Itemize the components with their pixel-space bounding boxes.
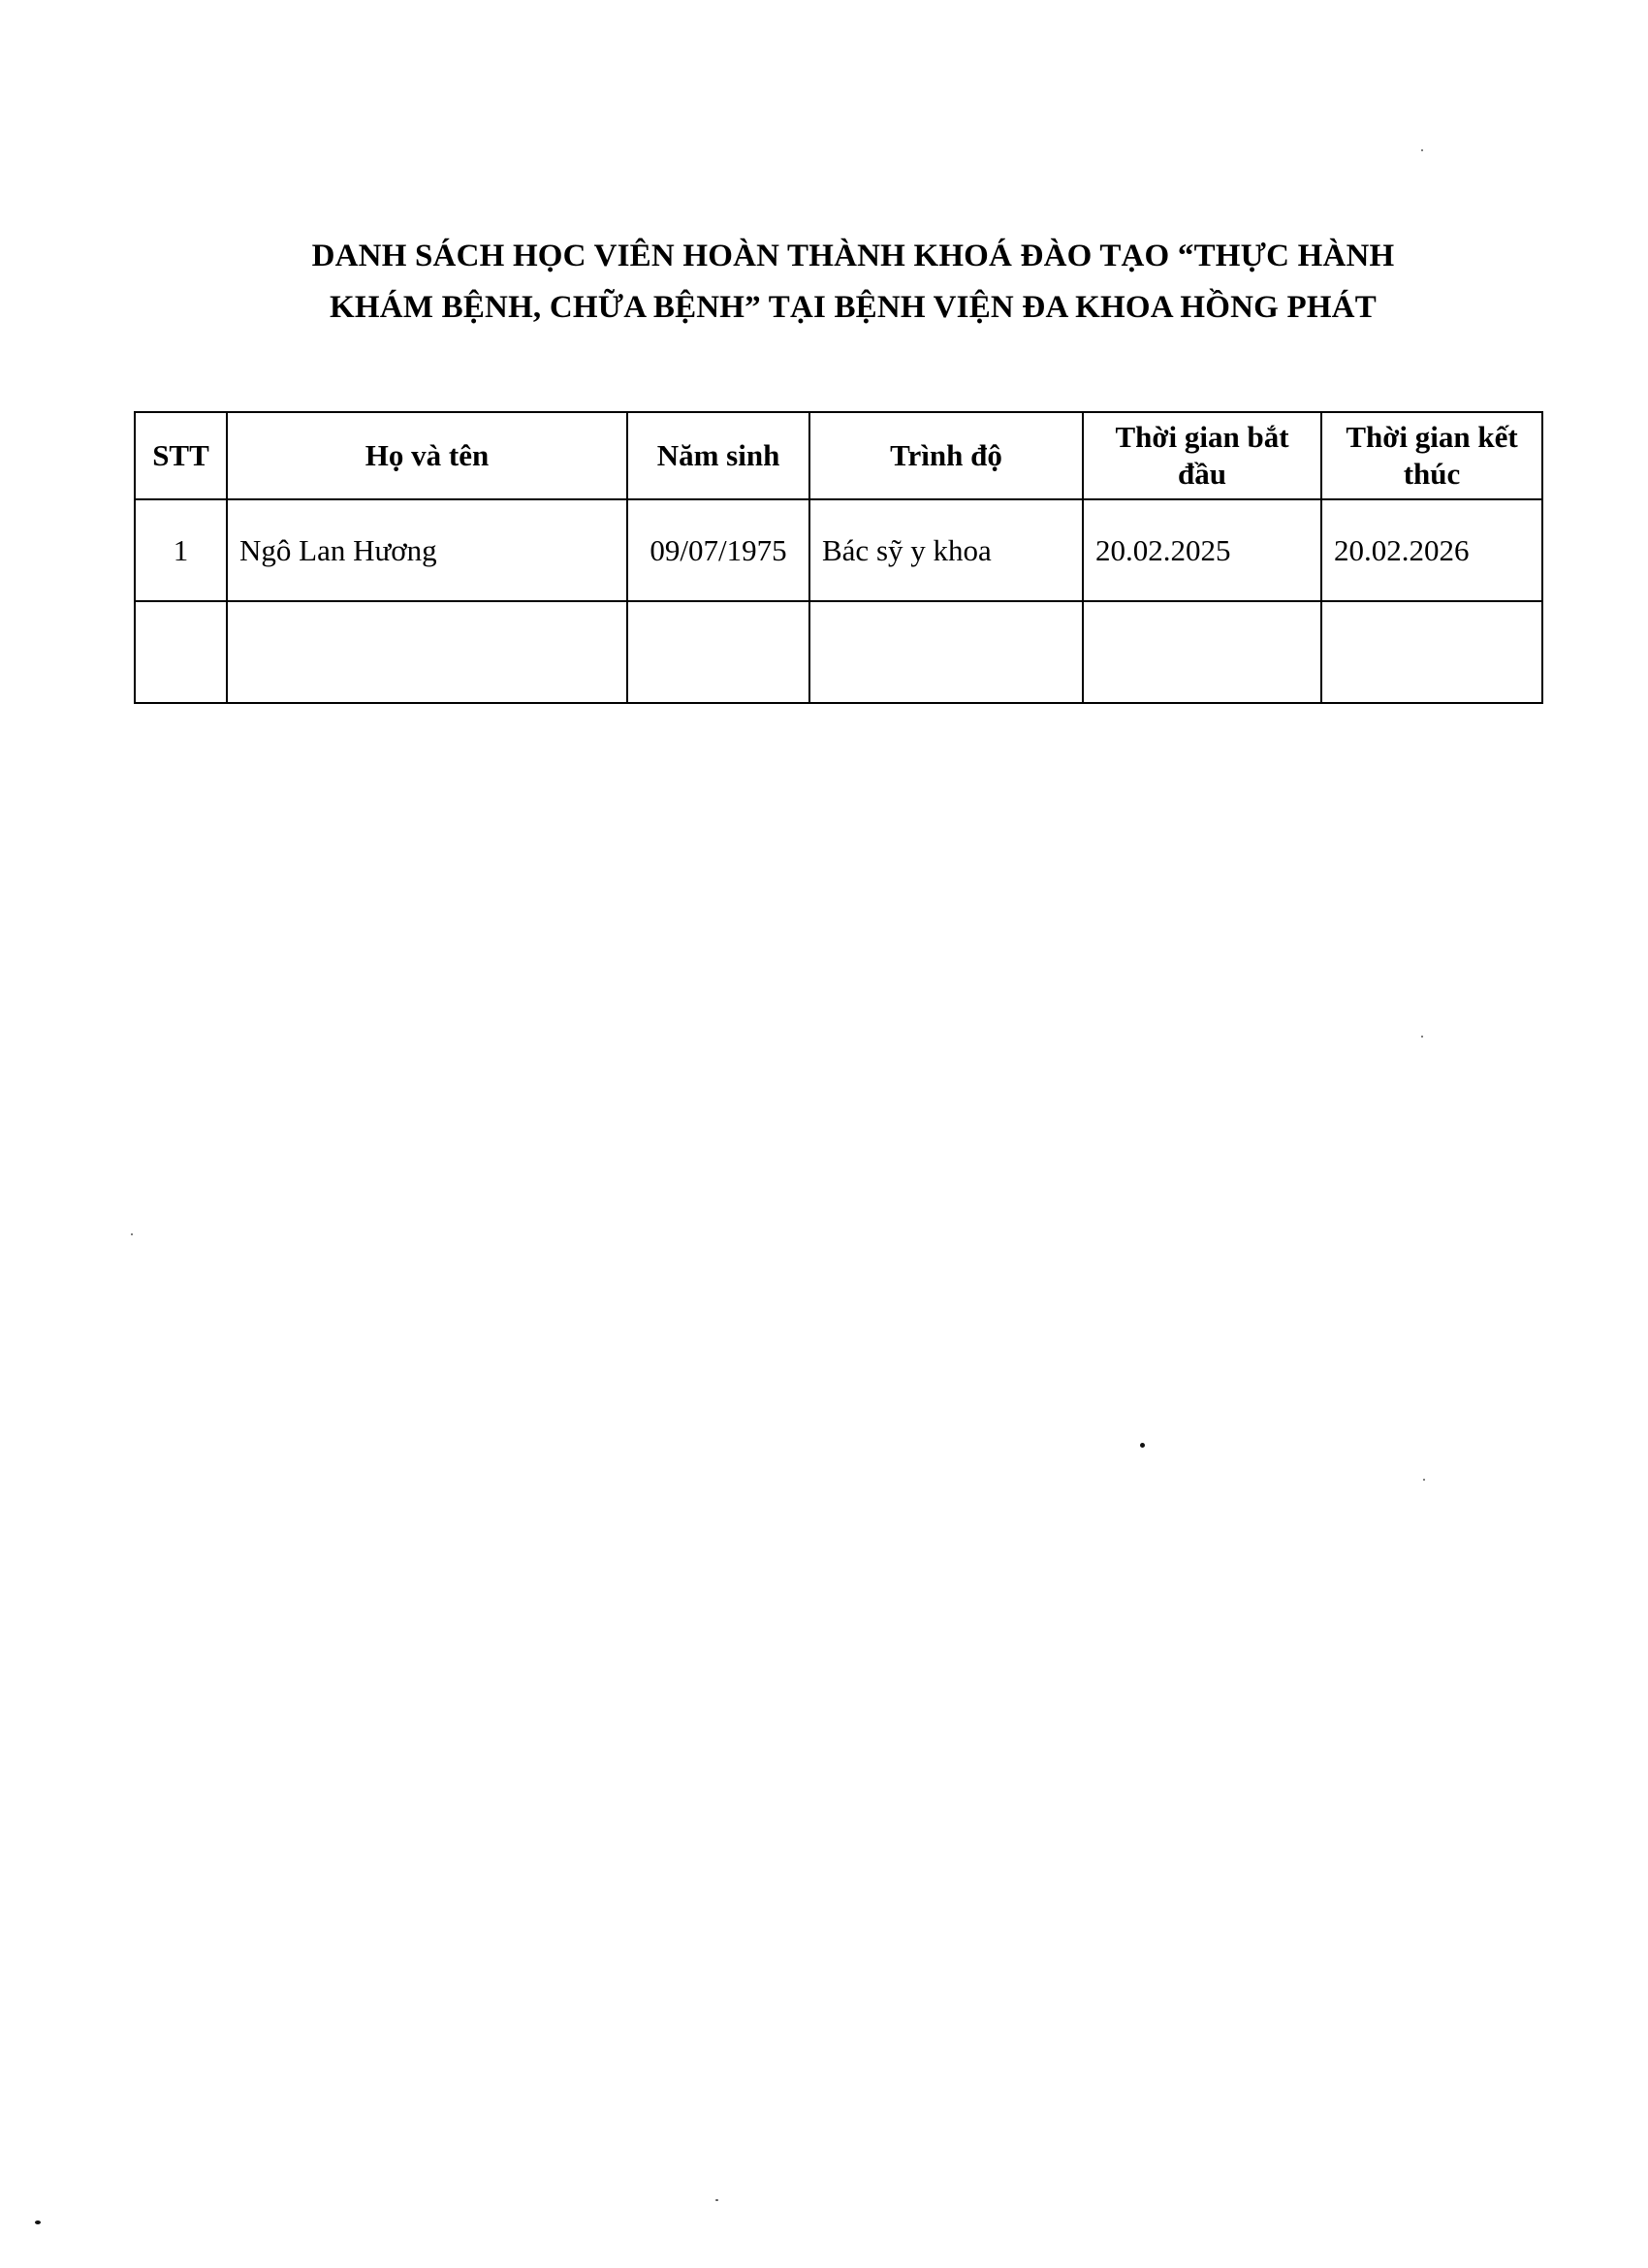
scan-speck xyxy=(1423,1479,1425,1481)
title-line-2: KHÁM BỆNH, CHỮA BỆNH” TẠI BỆNH VIỆN ĐA KHOA HỒNG PHÁT xyxy=(330,290,1377,325)
cell-level xyxy=(809,601,1083,703)
scan-speck xyxy=(35,2220,41,2224)
cell-birth xyxy=(627,601,809,703)
header-level: Trình độ xyxy=(809,412,1083,499)
cell-end: 20.02.2026 xyxy=(1321,499,1542,601)
cell-start: 20.02.2025 xyxy=(1083,499,1321,601)
cell-name xyxy=(227,601,627,703)
cell-stt: 1 xyxy=(135,499,227,601)
cell-end xyxy=(1321,601,1542,703)
title-line-1: DANH SÁCH HỌC VIÊN HOÀN THÀNH KHOÁ ĐÀO TẠO “THỰC HÀNH xyxy=(311,239,1395,273)
header-name: Họ và tên xyxy=(227,412,627,499)
header-birth: Năm sinh xyxy=(627,412,809,499)
trainee-table xyxy=(134,411,1543,704)
cell-level: Bác sỹ y khoa xyxy=(809,499,1083,601)
header-start: Thời gian bắt đầu xyxy=(1083,412,1321,499)
table-header-row xyxy=(135,412,1542,499)
cell-stt xyxy=(135,601,227,703)
header-end: Thời gian kết thúc xyxy=(1321,412,1542,499)
cell-name: Ngô Lan Hương xyxy=(227,499,627,601)
scan-speck xyxy=(715,2199,718,2201)
scan-speck xyxy=(131,1233,133,1235)
scan-speck xyxy=(1421,1036,1423,1038)
scan-speck xyxy=(1140,1443,1145,1448)
table-row xyxy=(135,499,1542,601)
document-title xyxy=(155,231,1551,334)
header-stt: STT xyxy=(135,412,227,499)
cell-start xyxy=(1083,601,1321,703)
scan-speck xyxy=(1421,149,1423,151)
cell-birth: 09/07/1975 xyxy=(627,499,809,601)
table-row xyxy=(135,601,1542,703)
